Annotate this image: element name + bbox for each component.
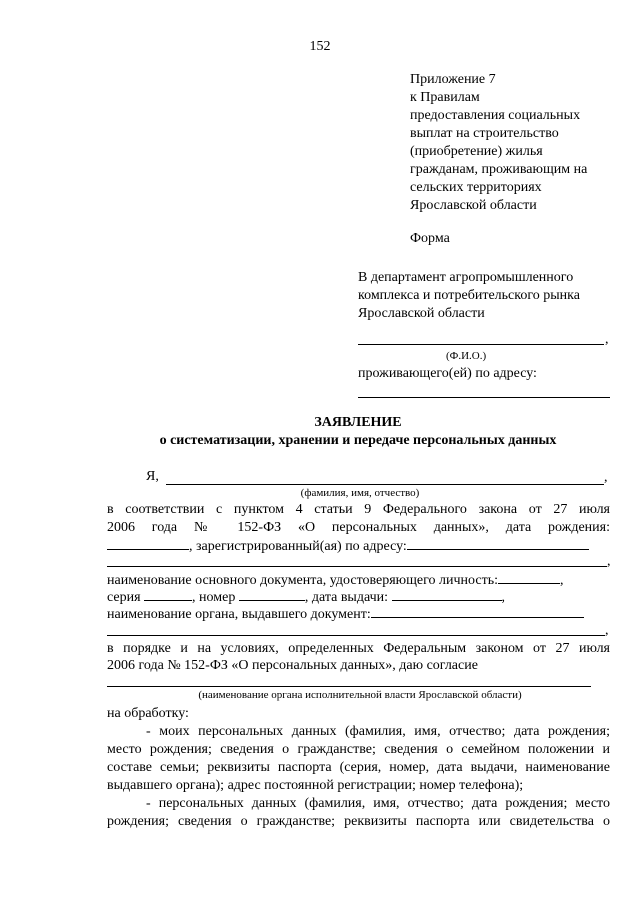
appendix-line: к Правилам: [410, 90, 480, 105]
issuer-field-line2[interactable]: [107, 635, 605, 636]
issue-date-field[interactable]: [392, 588, 502, 601]
i-label: Я,: [146, 469, 159, 484]
list-item-line: - персональных данных (фамилия, имя, отчество; дата рождения; место: [146, 796, 610, 811]
list-item-line: рождения; сведения о гражданстве; реквизиты паспорта или свидетельства о: [107, 814, 610, 829]
name-caption: (фамилия, имя, отчество): [300, 487, 420, 499]
comma: ,: [501, 590, 506, 605]
full-name-field[interactable]: [166, 484, 604, 485]
page-number: 152: [309, 39, 331, 54]
paragraph-line: в соответствии с пунктом 4 статьи 9 Федерального закона от 27 июля: [107, 502, 610, 517]
paragraph-line: 2006 года № 152-ФЗ «О персональных данных», даю согласие: [107, 658, 478, 673]
registered-label: , зарегистрированный(ая) по адресу:: [189, 539, 407, 554]
form-label: Форма: [410, 231, 450, 246]
appendix-line: гражданам, проживающим на: [410, 162, 588, 177]
authority-caption: (наименование органа исполнительной власти Ярославской области): [198, 689, 522, 701]
doc-label: наименование основного документа, удостоверяющего личность:: [107, 573, 498, 588]
comma: ,: [604, 470, 608, 485]
appendix-line: Ярославской области: [410, 198, 537, 213]
list-item-line: - моих персональных данных (фамилия, имя, отчество; дата рождения;: [146, 724, 610, 739]
appendix-line: выплат на строительство: [410, 126, 559, 141]
address-field[interactable]: [358, 397, 610, 398]
document-title: ЗАЯВЛЕНИЕ: [314, 415, 402, 430]
registered-address-line2[interactable]: [107, 566, 607, 567]
list-item-line: место рождения; сведения о гражданстве; сведения о семейном положении и: [107, 742, 610, 757]
series-label: серия: [107, 590, 141, 605]
series-field[interactable]: [144, 588, 192, 601]
addressee-line: комплекса и потребительского рынка: [358, 288, 580, 303]
issuer-line: [107, 605, 584, 624]
comma: ,: [607, 554, 611, 569]
appendix-line: Приложение 7: [410, 72, 496, 87]
appendix-line: предоставления социальных: [410, 108, 581, 123]
processing-label: на обработку:: [107, 706, 189, 721]
paragraph-line: в порядке и на условиях, определенных Федеральным законом от 27 июля: [107, 641, 610, 656]
doc-name-field[interactable]: [498, 571, 560, 584]
issuer-label: наименование органа, выдавшего документ:: [107, 607, 371, 622]
birth-date-field[interactable]: [107, 537, 189, 550]
appendix-line: сельских территориях: [410, 180, 542, 195]
list-item-line: выдавшего органа); адрес постоянной регистрации; номер телефона);: [107, 778, 524, 793]
addressee-line: Ярославской области: [358, 306, 485, 321]
authority-field[interactable]: [107, 686, 591, 687]
address-label: проживающего(ей) по адресу:: [358, 366, 537, 381]
comma: ,: [605, 623, 609, 638]
paragraph-line: 2006 года № 152-ФЗ «О персональных данных», дата рождения:: [107, 520, 610, 535]
comma: ,: [605, 332, 609, 347]
issuer-field[interactable]: [371, 605, 584, 618]
number-field[interactable]: [239, 588, 305, 601]
comma: ,: [560, 573, 564, 588]
fio-caption: (Ф.И.О.): [446, 350, 487, 362]
issue-date-label: , дата выдачи:: [304, 590, 389, 605]
birth-registered-line: [107, 537, 589, 556]
number-label: , номер: [192, 590, 236, 605]
list-item-line: составе семьи; реквизиты паспорта (серия, номер, дата выдачи, наименование: [107, 760, 610, 775]
addressee-line: В департамент агропромышленного: [358, 270, 574, 285]
registered-address-field[interactable]: [407, 537, 589, 550]
document-subtitle: о систематизации, хранении и передаче персональных данных: [159, 433, 557, 448]
fio-field[interactable]: [358, 344, 604, 345]
appendix-line: (приобретение) жилья: [410, 144, 543, 159]
